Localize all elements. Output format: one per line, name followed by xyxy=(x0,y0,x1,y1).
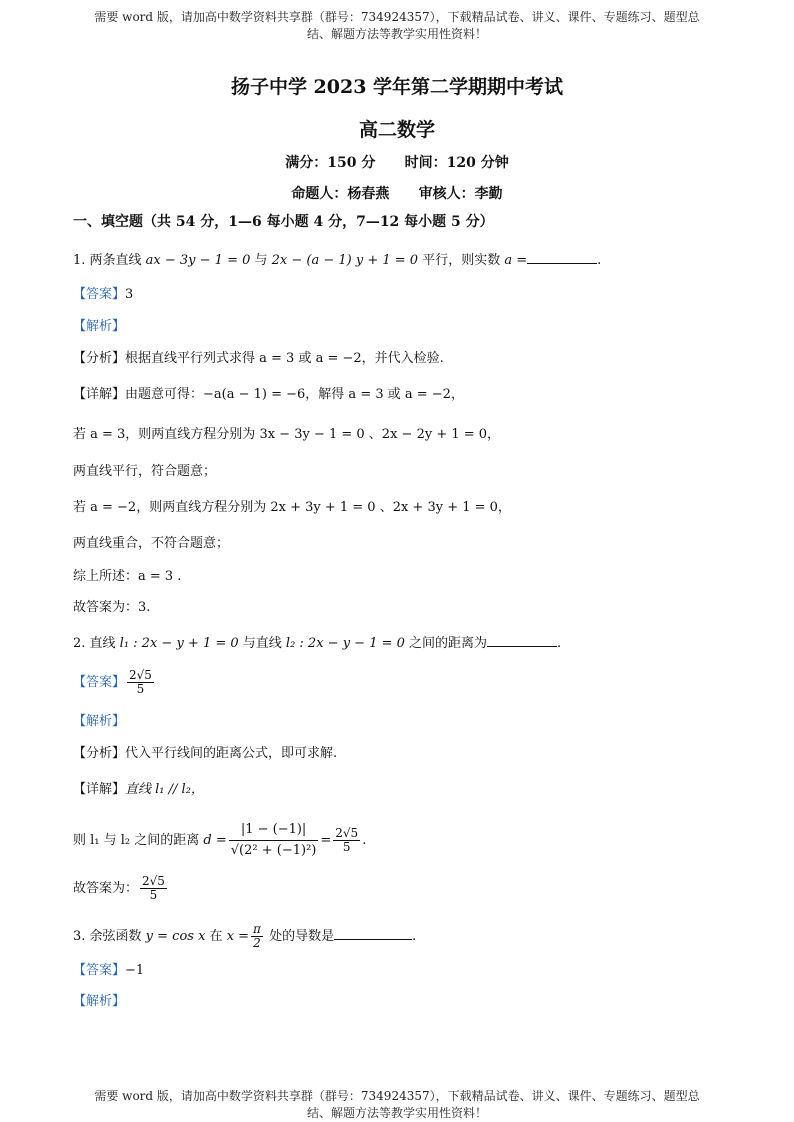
q1-final: 故答案为：3. xyxy=(73,600,151,615)
q2-l1: l₁ : 2x − y + 1 = 0 xyxy=(119,636,239,651)
q1-fenxi-label: 【分析】 xyxy=(73,351,126,366)
q1-stem-c: 平行，则实数 xyxy=(418,253,505,268)
q3-xeq: x = xyxy=(226,929,250,944)
q2-answer-num: 2√5 xyxy=(129,668,152,682)
q3-stem-a: 3. 余弦函数 xyxy=(73,929,146,944)
q1-answer-label: 【答案】 xyxy=(73,287,126,302)
q2-dist-res-den: 5 xyxy=(342,840,351,854)
q1-fenxi-row xyxy=(73,350,444,368)
q2-dist-end: . xyxy=(362,833,367,848)
q2-final-den: 5 xyxy=(149,888,158,902)
q2-final-fraction xyxy=(140,875,167,902)
q2-answer-fraction xyxy=(127,669,154,696)
q3-func: y = cos x xyxy=(145,929,206,944)
q2-jiexi: 【解析】 xyxy=(73,714,126,729)
q1-case2-result: 两直线重合，不符合题意； xyxy=(73,536,230,551)
q2-fenxi-label: 【分析】 xyxy=(73,746,126,761)
exam-score-time: 满分：150 分 时间：120 分钟 xyxy=(285,155,509,171)
q1-blank xyxy=(527,263,597,264)
q1-case1-result: 两直线平行，符合题意； xyxy=(73,464,217,479)
q3-stem: 3. 余弦函数 y = cos x 在 x = $\frac{\pi}{2}$ 处的导数是 . xyxy=(73,922,417,950)
q2-dist-eq: = xyxy=(320,833,332,848)
q2-distance-row xyxy=(73,815,366,867)
q2-stem-a: 2. 直线 xyxy=(73,636,120,651)
q1-answer: 3 xyxy=(125,287,134,302)
q1-line2: 2x − (a − 1) y + 1 = 0 xyxy=(271,253,419,268)
banner-line-2: 结、解题方法等教学实用性资料！ xyxy=(306,27,487,41)
q2-stem: 2. 直线 l₁ : 2x − y + 1 = 0 与直线 l₂ : 2x − y − 1 = 0 之间的距离为 . xyxy=(73,636,562,651)
q2-fenxi: 代入平行线间的距离公式，即可求解. xyxy=(125,746,338,761)
q1-case2: 若 a = −2，则两直线方程分别为 2x + 3y + 1 = 0 、2x + 3y + 1 = 0， xyxy=(73,500,511,515)
q2-dist-prefix: 则 l₁ 与 l₂ 之间的距离 xyxy=(73,833,204,848)
q2-xiangjie: 直线 l₁ // l₂， xyxy=(125,782,204,797)
q2-l2: l₂ : 2x − y − 1 = 0 xyxy=(285,636,405,651)
q2-final-prefix: 故答案为： xyxy=(73,881,139,896)
q2-final-num: 2√5 xyxy=(142,874,165,888)
q2-fenxi-row xyxy=(73,745,337,763)
q2-answer-row xyxy=(73,668,156,698)
q3-two: 2 xyxy=(253,936,261,950)
q3-pi-over-2 xyxy=(251,923,263,950)
q2-dist-fraction xyxy=(229,820,319,861)
q1-summary: 综上所述：a = 3 . xyxy=(73,569,182,584)
q2-xiangjie-row xyxy=(73,781,204,799)
q1-xiangjie-row xyxy=(73,386,464,404)
q1-stem: 1. 两条直线 ax − 3y − 1 = 0 与 2x − (a − 1) y + 1 = 0 平行，则实数 a = . xyxy=(73,253,602,268)
q2-dist-den: √(2² + (−1)²) xyxy=(230,843,317,858)
banner-line-1: 需要 word 版，请加高中数学资料共享群（群号：734924357），下载精品试卷、讲义、课件、专题练习、题型总 xyxy=(94,10,700,24)
exam-authors: 命题人：杨春燕 审核人：李勤 xyxy=(291,186,503,202)
q3-answer-row xyxy=(73,962,144,980)
q3-stem-b: 在 xyxy=(205,929,227,944)
q2-stem-b: 与直线 xyxy=(238,636,286,651)
q1-answer-row xyxy=(73,286,133,304)
q2-final-row xyxy=(73,874,169,904)
footer-line-1: 需要 word 版，请加高中数学资料共享群（群号：734924357），下载精品试卷、讲义、课件、专题练习、题型总 xyxy=(94,1089,700,1103)
q2-blank xyxy=(487,646,557,647)
exam-subject: 高二数学 xyxy=(358,119,435,141)
q2-stem-c: 之间的距离为 xyxy=(404,636,488,651)
q1-line1: ax − 3y − 1 = 0 xyxy=(145,253,251,268)
q1-jiexi: 【解析】 xyxy=(73,319,126,334)
q2-xiangjie-label: 【详解】 xyxy=(73,782,126,797)
q2-dist-d: d = xyxy=(203,833,227,848)
q3-blank xyxy=(334,939,412,940)
q1-fenxi: 根据直线平行列式求得 a = 3 或 a = −2，并代入检验. xyxy=(125,351,444,366)
q2-answer-den: 5 xyxy=(136,682,145,696)
q2-dist-res-num: 2√5 xyxy=(335,826,359,840)
footer-line-2: 结、解题方法等教学实用性资料！ xyxy=(306,1106,487,1120)
q3-pi: π xyxy=(253,922,261,936)
q2-dist-result xyxy=(333,827,360,854)
q1-stem-a: 1. 两条直线 xyxy=(73,253,146,268)
section-heading: 一、填空题（共 54 分，1—6 每小题 4 分，7—12 每小题 5 分） xyxy=(73,214,494,230)
q2-answer-label: 【答案】 xyxy=(73,675,126,690)
q1-case1: 若 a = 3，则两直线方程分别为 3x − 3y − 1 = 0 、2x − 2y + 1 = 0， xyxy=(73,427,501,442)
q3-answer: −1 xyxy=(125,963,145,978)
q1-xiangjie-label: 【详解】 xyxy=(73,387,126,402)
q2-dist-num: |1 − (−1)| xyxy=(229,820,319,841)
q3-stem-c: 处的导数是 xyxy=(264,929,335,944)
q3-jiexi: 【解析】 xyxy=(73,994,126,1009)
exam-title: 扬子中学 2023 学年第二学期期中考试 xyxy=(230,76,564,98)
q1-var: a = xyxy=(504,253,528,268)
top-banner xyxy=(60,9,734,43)
q1-xiangjie: 由题意可得：−a(a − 1) = −6，解得 a = 3 或 a = −2， xyxy=(125,387,464,402)
q3-answer-label: 【答案】 xyxy=(73,963,126,978)
bottom-banner xyxy=(60,1088,734,1122)
q1-stem-b: 与 xyxy=(250,253,272,268)
